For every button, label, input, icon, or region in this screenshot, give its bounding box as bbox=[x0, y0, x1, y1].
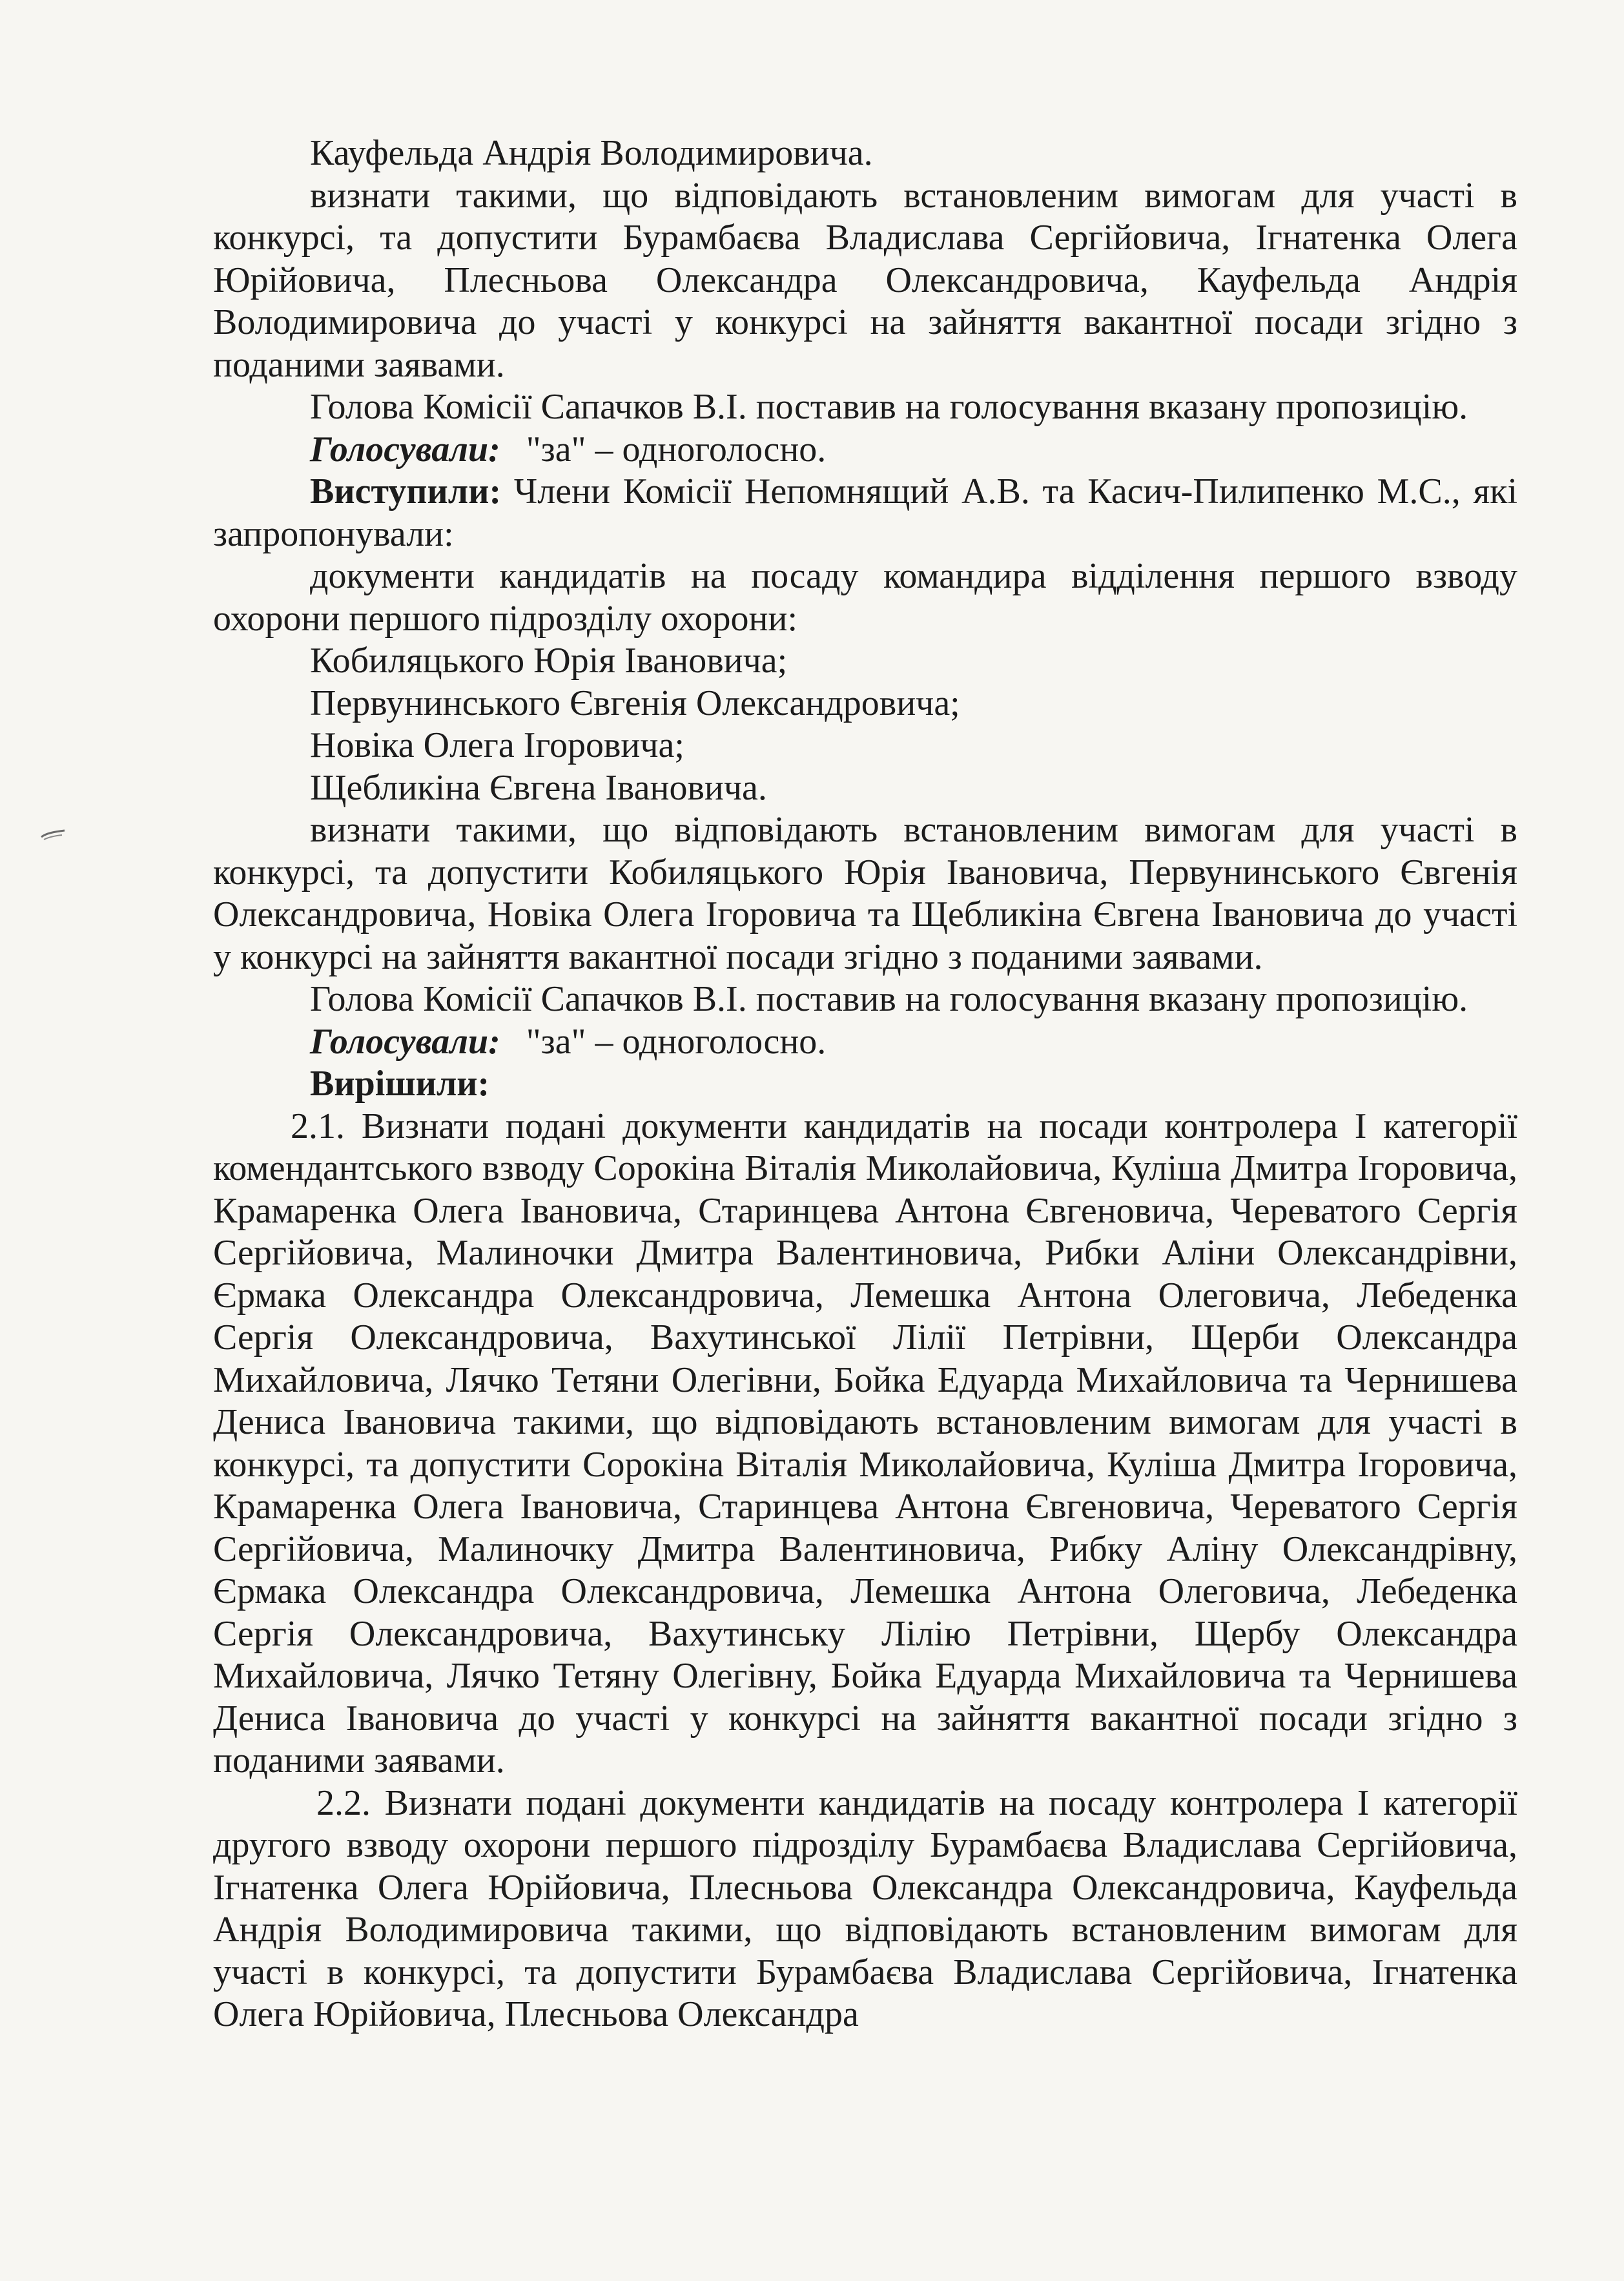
vote-label: Голосували: bbox=[310, 429, 500, 470]
candidate-item: Первунинського Євгенія Олександровича; bbox=[310, 683, 960, 723]
vote-result: "за" – одноголосно. bbox=[526, 1021, 827, 1062]
vote-label: Голосували: bbox=[310, 1021, 500, 1062]
paragraph: Кауфельда Андрія Володимировича. bbox=[310, 133, 873, 173]
decision-heading bbox=[213, 1063, 1517, 1106]
speakers-line bbox=[213, 471, 1517, 555]
paragraph: визнати такими, що відповідають встановленим вимогам для участі в конкурсі, та допустити Бурамбаєва Владислава Сергійовича, Ігнатенка Олега Юрійовича, Плесньова Олександра Олександровича, Кауфельда Андрія Володимировича до участі у конкурсі на зайняття вакантної посади згідно з поданими заявами. bbox=[213, 175, 1517, 385]
speakers-label: Виступили: bbox=[310, 471, 502, 511]
candidate-item: Кобиляцького Юрія Івановича; bbox=[310, 641, 788, 681]
paragraph: визнати такими, що відповідають встановленим вимогам для участі в конкурсі, та допустити Кобиляцького Юрія Івановича, Первунинського Євгенія Олександровича, Новіка Олега Ігоровича та Щебликіна Євгена Івановича до участі у конкурсі на зайняття вакантної посади згідно з поданими заявами. bbox=[213, 810, 1517, 977]
speakers-text: Члени Комісії Непомнящий А.В. та Касич-Пилипенко М.С., які запропонували: bbox=[213, 471, 1517, 554]
vote-line bbox=[213, 1021, 1517, 1064]
vote-result: "за" – одноголосно. bbox=[526, 429, 827, 470]
candidate-item: Щебликіна Євгена Івановича. bbox=[310, 767, 767, 808]
paragraph: документи кандидатів на посаду командира відділення першого взводу охорони першого підрозділу охорони: bbox=[213, 556, 1517, 639]
paragraph: Голова Комісії Сапачков В.І. поставив на голосування вказану пропозицію. bbox=[310, 387, 1468, 427]
scan-artifact-mark bbox=[40, 828, 66, 842]
paragraph: Голова Комісії Сапачков В.І. поставив на голосування вказану пропозицію. bbox=[310, 979, 1468, 1019]
candidate-item: Новіка Олега Ігоровича; bbox=[310, 725, 684, 765]
vote-line bbox=[213, 429, 1517, 471]
decision-item: 2.2. Визнати подані документи кандидатів на посаду контролера І категорії другого взводу охорони першого підрозділу Бурамбаєва Владислава Сергійовича, Ігнатенка Олега Юрійовича, Плесньова Олександра Олександровича, Кауфельда Андрія Володимировича такими, що відповідають встановленим вимогам для участі в конкурсі, та допустити Бурамбаєва Владислава Сергійовича, Ігнатенка Олега Юрійовича, Плесньова Олександра bbox=[213, 1782, 1517, 2034]
decision-label: Вирішили: bbox=[310, 1064, 490, 1104]
document-body bbox=[213, 132, 1517, 2036]
decision-item: 2.1. Визнати подані документи кандидатів на посади контролера І категорії комендантського взводу Сорокіна Віталія Миколайовича, Куліша Дмитра Ігоровича, Крамаренка Олега Івановича, Старинцева Антона Євгеновича, Череватого Сергія Сергійовича, Малиночки Дмитра Валентиновича, Рибки Аліни Олександрівни, Єрмака Олександра Олександровича, Лемешка Антона Олеговича, Лебеденка Сергія Олександровича, Вахутинської Лілії Петрівни, Щерби Олександра Михайловича, Лячко Тетяни Олегівни, Бойка Едуарда Михайловича та Чернишева Дениса Івановича такими, що відповідають встановленим вимогам для участі в конкурсі, та допустити Сорокіна Віталія Миколайовича, Куліша Дмитра Ігоровича, Крамаренка Олега Івановича, Старинцева Антона Євгеновича, Череватого Сергія Сергійовича, Малиночку Дмитра Валентиновича, Рибку Аліну Олександрівну, Єрмака Олександра Олександровича, Лемешка Антона Олеговича, Лебеденка Сергія Олександровича, Вахутинську Лілію Петрівни, Щербу Олександра Михайловича, Лячко Тетяну Олегівну, Бойка Едуарда Михайловича та Чернишева Дениса Івановича до участі у конкурсі на зайняття вакантної посади згідно з поданими заявами. bbox=[213, 1106, 1517, 1780]
